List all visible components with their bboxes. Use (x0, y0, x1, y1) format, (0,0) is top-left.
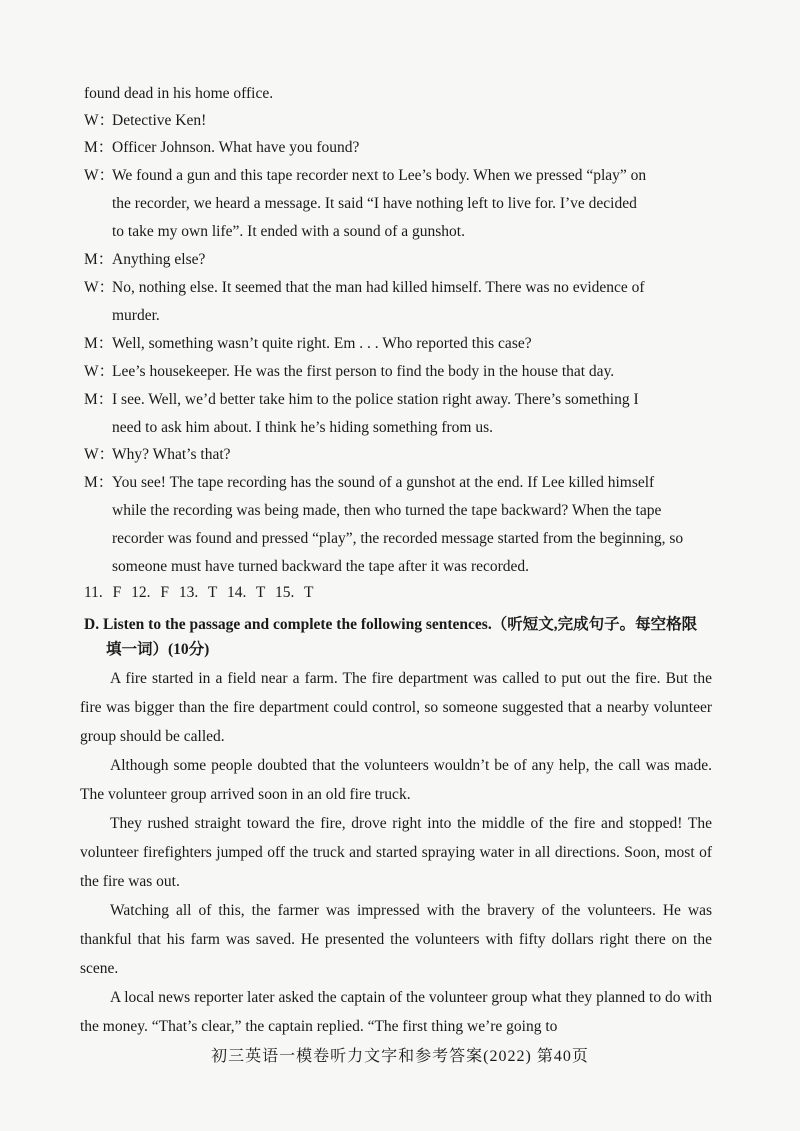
passage-paragraph: A local news reporter later asked the captain of the volunteer group what they planned to do with the money. “That’s clear,” the captain replied. “The first thing we’re going to (80, 989, 712, 1035)
dialogue-text: Lee’s housekeeper. He was the first person to find the body in the house that day. (112, 363, 615, 380)
dialogue-text: No, nothing else. It seemed that the man had killed himself. There was no evidence of (112, 279, 645, 296)
page-footer: 初三英语一模卷听力文字和参考答案(2022) 第40页 (211, 1048, 589, 1065)
passage-paragraph: Watching all of this, the farmer was impressed with the bravery of the volunteers. He was thankful that his farm was saved. He presented the volunteers with fifty dollars right there on the scene. (80, 902, 712, 977)
passage-paragraph: They rushed straight toward the fire, drove right into the middle of the fire and stopped! The volunteer firefighters jumped off the truck and started spraying water in all directions. Soon, most of the fire was out. (80, 815, 712, 890)
speaker-label: W： (84, 279, 115, 296)
speaker-label: M： (84, 391, 114, 408)
speaker-label: M： (84, 335, 114, 352)
speaker-label: M： (84, 139, 114, 156)
dialogue-text: You see! The tape recording has the sound of a gunshot at the end. If Lee killed himself (112, 474, 655, 491)
speaker-label: W： (84, 167, 115, 184)
dialogue-text: Detective Ken! (112, 112, 207, 129)
speaker-label: M： (84, 474, 114, 491)
section-heading: D. Listen to the passage and complete the following sentences.（听短文,完成句子。每空格限 (84, 616, 698, 633)
answer-key: 11. F 12. F 13. T 14. T 15. T (84, 584, 314, 601)
dialogue-text: We found a gun and this tape recorder next to Lee’s body. When we pressed “play” on (112, 167, 647, 184)
speaker-label: M： (84, 251, 114, 268)
dialogue-text: I see. Well, we’d better take him to the police station right away. There’s something I (112, 391, 639, 408)
passage-paragraph: Although some people doubted that the volunteers wouldn’t be of any help, the call was made. The volunteer group arrived soon in an old fire truck. (80, 757, 712, 803)
dialogue-text: Officer Johnson. What have you found? (112, 139, 360, 156)
dialogue-text: Anything else? (112, 251, 206, 268)
speaker-label: W： (84, 446, 115, 463)
speaker-label: W： (84, 363, 115, 380)
speaker-label: W： (84, 112, 115, 129)
dialogue-text: Why? What’s that? (112, 446, 231, 463)
section-heading-cont: 填一词）(10分) (106, 641, 210, 658)
document-page: found dead in his home office. W： Detective Ken! M： Officer Johnson. What have you found? W： We found a gun and this tape recorder next to Lee’s body. When we pressed “play” on the recorder, we heard a message. It said “I have nothing left to live for. I’ve decided to take my own life”. It ended with a sound of a gunshot. M： Anything else? W： No, nothing else. It seemed that the man had killed himself. There was no evidence of murder. M： Well, something wasn’t quite right. Em . . . Who reported this case? W： Lee’s housekeeper. He was the first person to find the body in the house that day. M： I see. Well, we’d better take him to the police station right away. There’s something I need to ask him about. I think he’s hiding something from us. W： Why? What’s that? M： You see! The tape recording has the sound of a gunshot at the end. If Lee killed himself while the recording was being made, then who turned the tape backward? When the tape recorder was found and pressed “play”, the recorded message started from the beginning, so someone must have turned backward the tape after it was recorded. 11. F 12. F 13. T 14. T 15. T D. Listen to the passage and complete the following sentences.（听短文,完成句子。每空格限 填一词）(10分) A fire started in a field near a farm. The fire department was called to put out the fire. But the fire was bigger than the fire department could control, so someone suggested that a nearby volunteer group should be called. Although some people doubted that the volunteers wouldn’t be of any help, the call was made. The volunteer group arrived soon in an old fire truck. They rushed straight toward the fire, drove right into the middle of the fire and stopped! The volunteer firefighters jumped off the truck and started spraying water in all directions. Soon, most of the fire was out. Watching all of this, the farmer was impressed with the bravery of the volunteers. He was thankful that his farm was saved. He presented the volunteers with fifty dollars right there on the scene. A local news reporter later asked the captain of the volunteer group what they planned to do with the money. “That’s clear,” the captain replied. “The first thing we’re going to 初三英语一模卷听力文字和参考答案(2022) 第40页 (0, 0, 800, 1131)
passage-paragraph: A fire started in a field near a farm. The fire department was called to put out the fire. But the fire was bigger than the fire department could control, so someone suggested that a nearby volunteer group should be called. (80, 670, 712, 745)
dialogue-line: found dead in his home office. (84, 85, 274, 102)
dialogue-text: Well, something wasn’t quite right. Em . . . Who reported this case? (112, 335, 532, 352)
